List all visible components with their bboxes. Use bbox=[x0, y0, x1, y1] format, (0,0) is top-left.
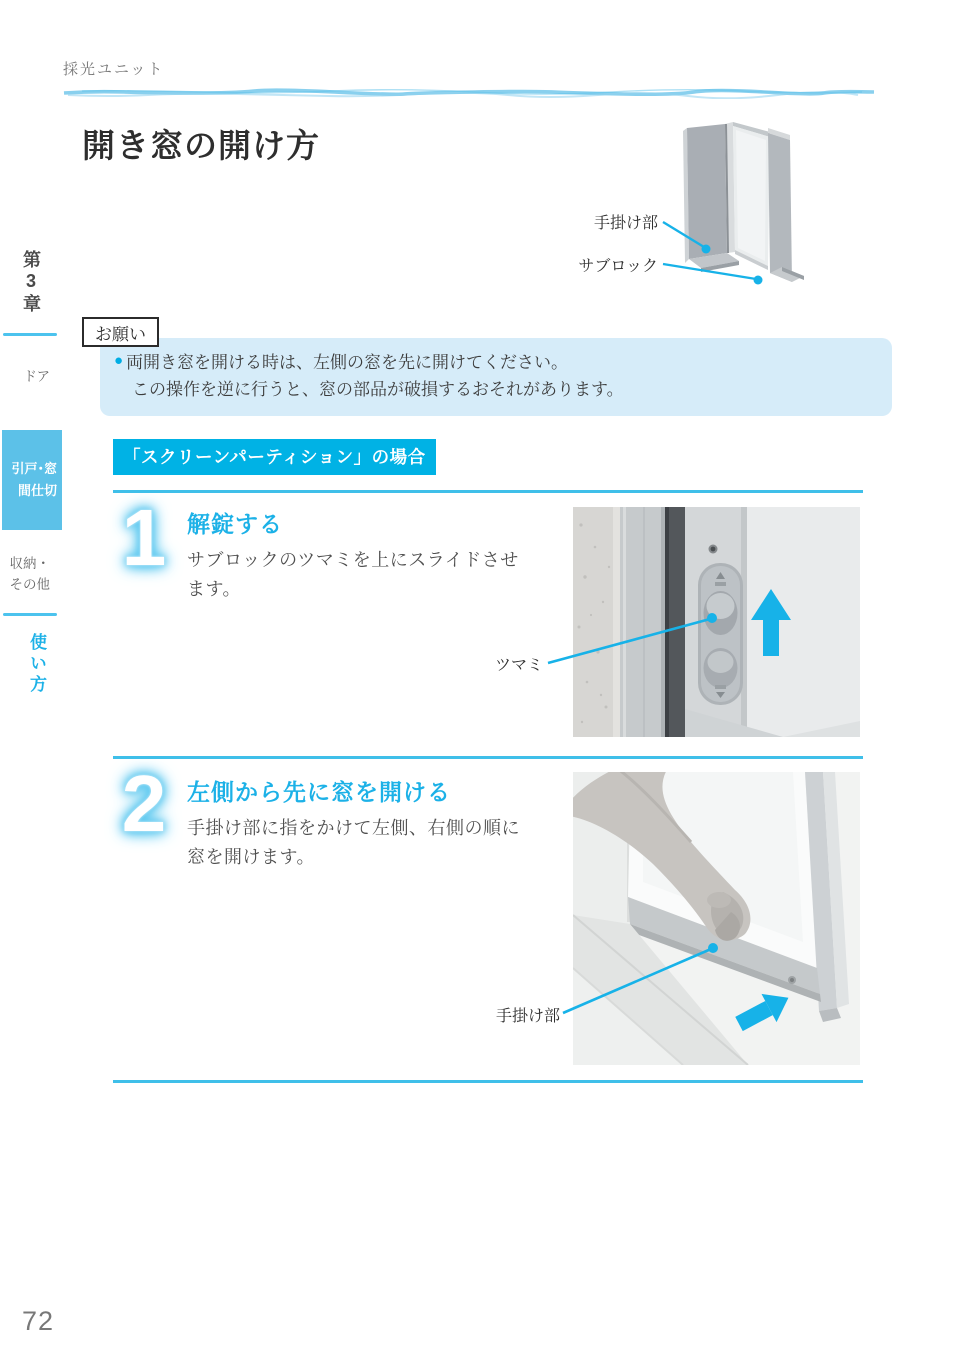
sidebar-divider-bottom bbox=[3, 613, 57, 616]
sidebar-item-label-line1: 収納・ bbox=[9, 556, 50, 571]
sidebar-item-usage: 使い方 bbox=[27, 633, 46, 696]
sidebar-item-label-line2: 間仕切 bbox=[17, 483, 57, 498]
bullet-icon: ● bbox=[114, 352, 124, 369]
photo1-label-knob: ツマミ bbox=[494, 657, 543, 674]
page-number: 72 bbox=[22, 1306, 55, 1336]
section-end-divider bbox=[113, 1080, 863, 1083]
notice-text-line2: この操作を逆に行うと、窓の部品が破損するおそれがあります。 bbox=[132, 380, 624, 399]
step1-body: サブロックのツマミを上にスライドさせ ます。 bbox=[187, 550, 519, 599]
breadcrumb: 採光ユニット bbox=[63, 61, 165, 78]
step1-number: 1 bbox=[121, 493, 167, 582]
diagram-label-sublock: サブロック bbox=[578, 258, 658, 275]
step2-number: 2 bbox=[121, 759, 167, 848]
page-title: 開き窓の開け方 bbox=[82, 127, 320, 164]
window-illustration bbox=[578, 103, 905, 315]
crayon-divider bbox=[62, 87, 896, 99]
notice-label: お願い bbox=[82, 317, 159, 347]
step1-title: 解錠する bbox=[187, 511, 283, 537]
section-heading: 「スクリーンパーティション」の場合 bbox=[113, 439, 436, 475]
step2-body: 手掛け部に指をかけて左側、右側の順に 窓を開けます。 bbox=[187, 818, 520, 867]
sidebar-item-label-line1: 引戸･窓 bbox=[11, 461, 57, 476]
leader-dot bbox=[754, 276, 763, 285]
sidebar-item-label-line2: その他 bbox=[9, 577, 50, 592]
leader-dot bbox=[702, 245, 711, 254]
sidebar-item-sliding-window-active bbox=[2, 430, 62, 530]
step-divider bbox=[113, 490, 863, 493]
sidebar-item-storage bbox=[0, 553, 58, 595]
sublock-photo bbox=[573, 507, 860, 737]
diagram-label-handle: 手掛け部 bbox=[593, 215, 658, 232]
photo2-label-handle: 手掛け部 bbox=[495, 1008, 560, 1025]
sidebar-item-door: ドア bbox=[23, 369, 50, 384]
step-divider bbox=[113, 756, 863, 759]
handle-photo bbox=[573, 772, 860, 1065]
step2-title: 左側から先に窓を開ける bbox=[187, 779, 451, 805]
sidebar-divider-top bbox=[3, 333, 57, 336]
sidebar-chapter-label: 第3章 bbox=[21, 250, 41, 315]
notice-text-line1: ● 両開き窓を開ける時は、左側の窓を先に開けてください。 bbox=[114, 352, 569, 372]
